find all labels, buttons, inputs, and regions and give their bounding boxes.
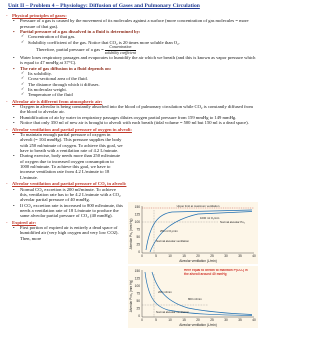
list-item: • During exercise, body needs more than 250 ml/minute of oxygen due to increased oxygen consumption to 1000 ml/minute. To achieve this goal, we have to increase ventilation rate from 4.2 L/minute to 18 L/minute. <box>6 153 124 180</box>
y-tick: 100 <box>134 220 140 224</box>
list-item: • If CO₂ excretion rate is increased to 800 ml/minute, this needs a ventilation rate of 18 L/minute to produce the same alveolar partial pressure of CO₂ (40 mmHg). <box>6 203 124 219</box>
check-item: ✓ Concentration of that gas. <box>6 34 258 39</box>
list-item: • The rate of gas diffusion in a fluid depends on: <box>6 66 258 71</box>
x-tick: 15 <box>182 318 186 322</box>
x-tick: 0 <box>141 318 143 322</box>
list-item: • Notice that only 350 ml of new air is brought to alveoli with each breath (tidal volume = 500 ml but 150 ml is a dead space). <box>6 120 258 125</box>
x-tick: 25 <box>210 318 214 322</box>
y-tick: 25 <box>136 242 140 247</box>
chart-xlabel: Alveolar ventilation (L/min) <box>179 259 217 263</box>
x-tick: 15 <box>182 254 186 258</box>
x-tick: 20 <box>196 254 200 258</box>
y-tick: 150 <box>134 205 140 209</box>
x-tick: 5 <box>155 254 157 258</box>
section-heading-expired-air: - Expired air: <box>6 220 258 225</box>
figure-alveolar-pco2 <box>128 266 258 328</box>
check-item: ✓ Cross-sectional area of the fluid. <box>6 76 258 81</box>
x-tick: 40 <box>252 318 256 322</box>
legend-250: 250 ml O₂/min <box>160 229 178 233</box>
list-item: • Water loses respiratory passages and evaporates to humidify the air which we breath (and this is known as vapor pressure which is equal to 47 mmHg at 37°C). <box>6 55 258 66</box>
y-tick: 150 <box>134 269 140 273</box>
normal-ventilation-label: Normal alveolar ventilation <box>156 310 189 314</box>
chart-xlabel: Alveolar ventilation (L/min) <box>179 323 217 327</box>
x-tick: 35 <box>238 254 242 258</box>
x-tick: 10 <box>168 318 172 322</box>
list-item: • To maintain enough partial pressure of oxygen in alveoli (= 104 mmHg). This pressure supplies the body with 250 ml/minute of oxygen. To achieve this goal, we have to breath with a ventilation rate of 4.2 L/minute. <box>6 132 124 153</box>
x-tick: 35 <box>238 318 242 322</box>
legend-normal-po2: Normal alveolar Po₂ <box>220 220 245 224</box>
check-item: ✓ Its molecular weight. <box>6 87 258 92</box>
section-list <box>6 132 124 180</box>
check-item: ✓ Its solubility. <box>6 71 258 76</box>
section-list <box>6 187 124 219</box>
check-item: ✓ The distance through which it diffuses. <box>6 82 258 87</box>
x-tick: 30 <box>224 318 228 322</box>
y-tick: 125 <box>134 212 140 217</box>
y-tick: 50 <box>136 299 140 303</box>
section-heading-alveolar-air: - Alveolar air is different from atmospheric air: <box>6 99 258 104</box>
legend-upper-limit: Upper limit at maximum ventilation <box>176 204 220 208</box>
legend-1000: 1000 ml O₂/min <box>200 216 220 220</box>
x-tick: 30 <box>224 254 228 258</box>
x-tick: 25 <box>210 254 214 258</box>
list-item: • Normal CO₂ excretion is 200 ml/minute. To achieve this, ventilation rate has to be 4.2 L/minute with a CO₂ alveolar partial pressure of 40 mmHg. <box>6 187 124 203</box>
fraction-numerator: Concentration <box>105 45 136 50</box>
x-tick: 20 <box>196 318 200 322</box>
list-item: • Oxygen in alveolar is being constantly absorbed into the blood of pulmonary circulation while CO₂ is constantly diffused from the blood to alveolar air. <box>6 104 258 115</box>
x-tick: 0 <box>141 254 143 258</box>
list-item: • Partial pressure of a gas dissolved in a fluid is determined by: <box>6 29 258 34</box>
page-title: Unit II – Problem 4 – Physiology: Diffusion of Gases and Pulmonary Circulation <box>8 3 200 9</box>
formula-fraction <box>105 45 136 55</box>
chart-ylabel: Alveolar Po₂ (mm Hg) <box>129 218 133 250</box>
section-list <box>6 55 258 98</box>
list-item: • Pressure of a gas is caused by the movement of its molecules against a surface (more concentration of gas molecules = more pressure of that gas). <box>6 18 258 29</box>
annotation-note <box>184 269 250 285</box>
section-list <box>6 104 258 125</box>
legend-normal-ventilation: Normal alveolar ventilation <box>156 239 189 243</box>
x-tick: 5 <box>155 318 157 322</box>
y-tick: 25 <box>136 306 140 311</box>
annotation-text: Here equal to breath to maintain P(CO₂) in the alveoli around 40 mmHg <box>184 269 248 276</box>
y-tick: 100 <box>134 284 140 288</box>
list-item: • Humidification of air by water in respiratory passages dilutes oxygen partial pressure from 159 mmHg to 149 mmHg. <box>6 115 258 120</box>
formula-line <box>6 45 258 55</box>
y-tick: 0 <box>138 250 140 254</box>
section-heading-physical-principles: - Physical principles of gases: <box>6 13 258 18</box>
check-item: ✓ Solubility coefficient of the gas. Notice that CO₂ is 20 times more soluble than O₂. <box>6 40 258 45</box>
formula-label: Therefore, partial pressure of a gas = <box>36 47 104 53</box>
section-heading-alveolar-o2: - Alveolar ventilation and partial pressure of oxygen in alveoli: <box>6 127 258 132</box>
chart-ylabel: Alveolar Pco₂ (mm Hg) <box>129 279 133 313</box>
y-tick: 0 <box>138 314 140 318</box>
figure-alveolar-po2 <box>128 202 258 264</box>
list-item: • First portion of expired air is entirely a dead space of humidified air (very high oxygen and very low CO2). Then, more <box>6 225 124 241</box>
section-list <box>6 18 258 45</box>
curve-label-200: 200 ml/min <box>158 290 172 294</box>
fraction-denominator: solubility coefficient <box>104 50 136 55</box>
section-row <box>6 132 258 180</box>
curve-label-800: 800 ml/min <box>188 297 202 301</box>
x-tick: 40 <box>252 254 256 258</box>
x-tick: 10 <box>168 254 172 258</box>
section-list <box>6 225 124 241</box>
section-heading-alveolar-co2: - Alveolar ventilation and partial pressure of CO₂ in alveoli: <box>6 181 258 186</box>
y-tick: 50 <box>136 235 140 239</box>
check-item: ✓ Temperature of the fluid <box>6 92 258 97</box>
y-tick: 75 <box>136 291 140 296</box>
y-tick: 125 <box>134 276 140 281</box>
y-tick: 75 <box>136 227 140 232</box>
